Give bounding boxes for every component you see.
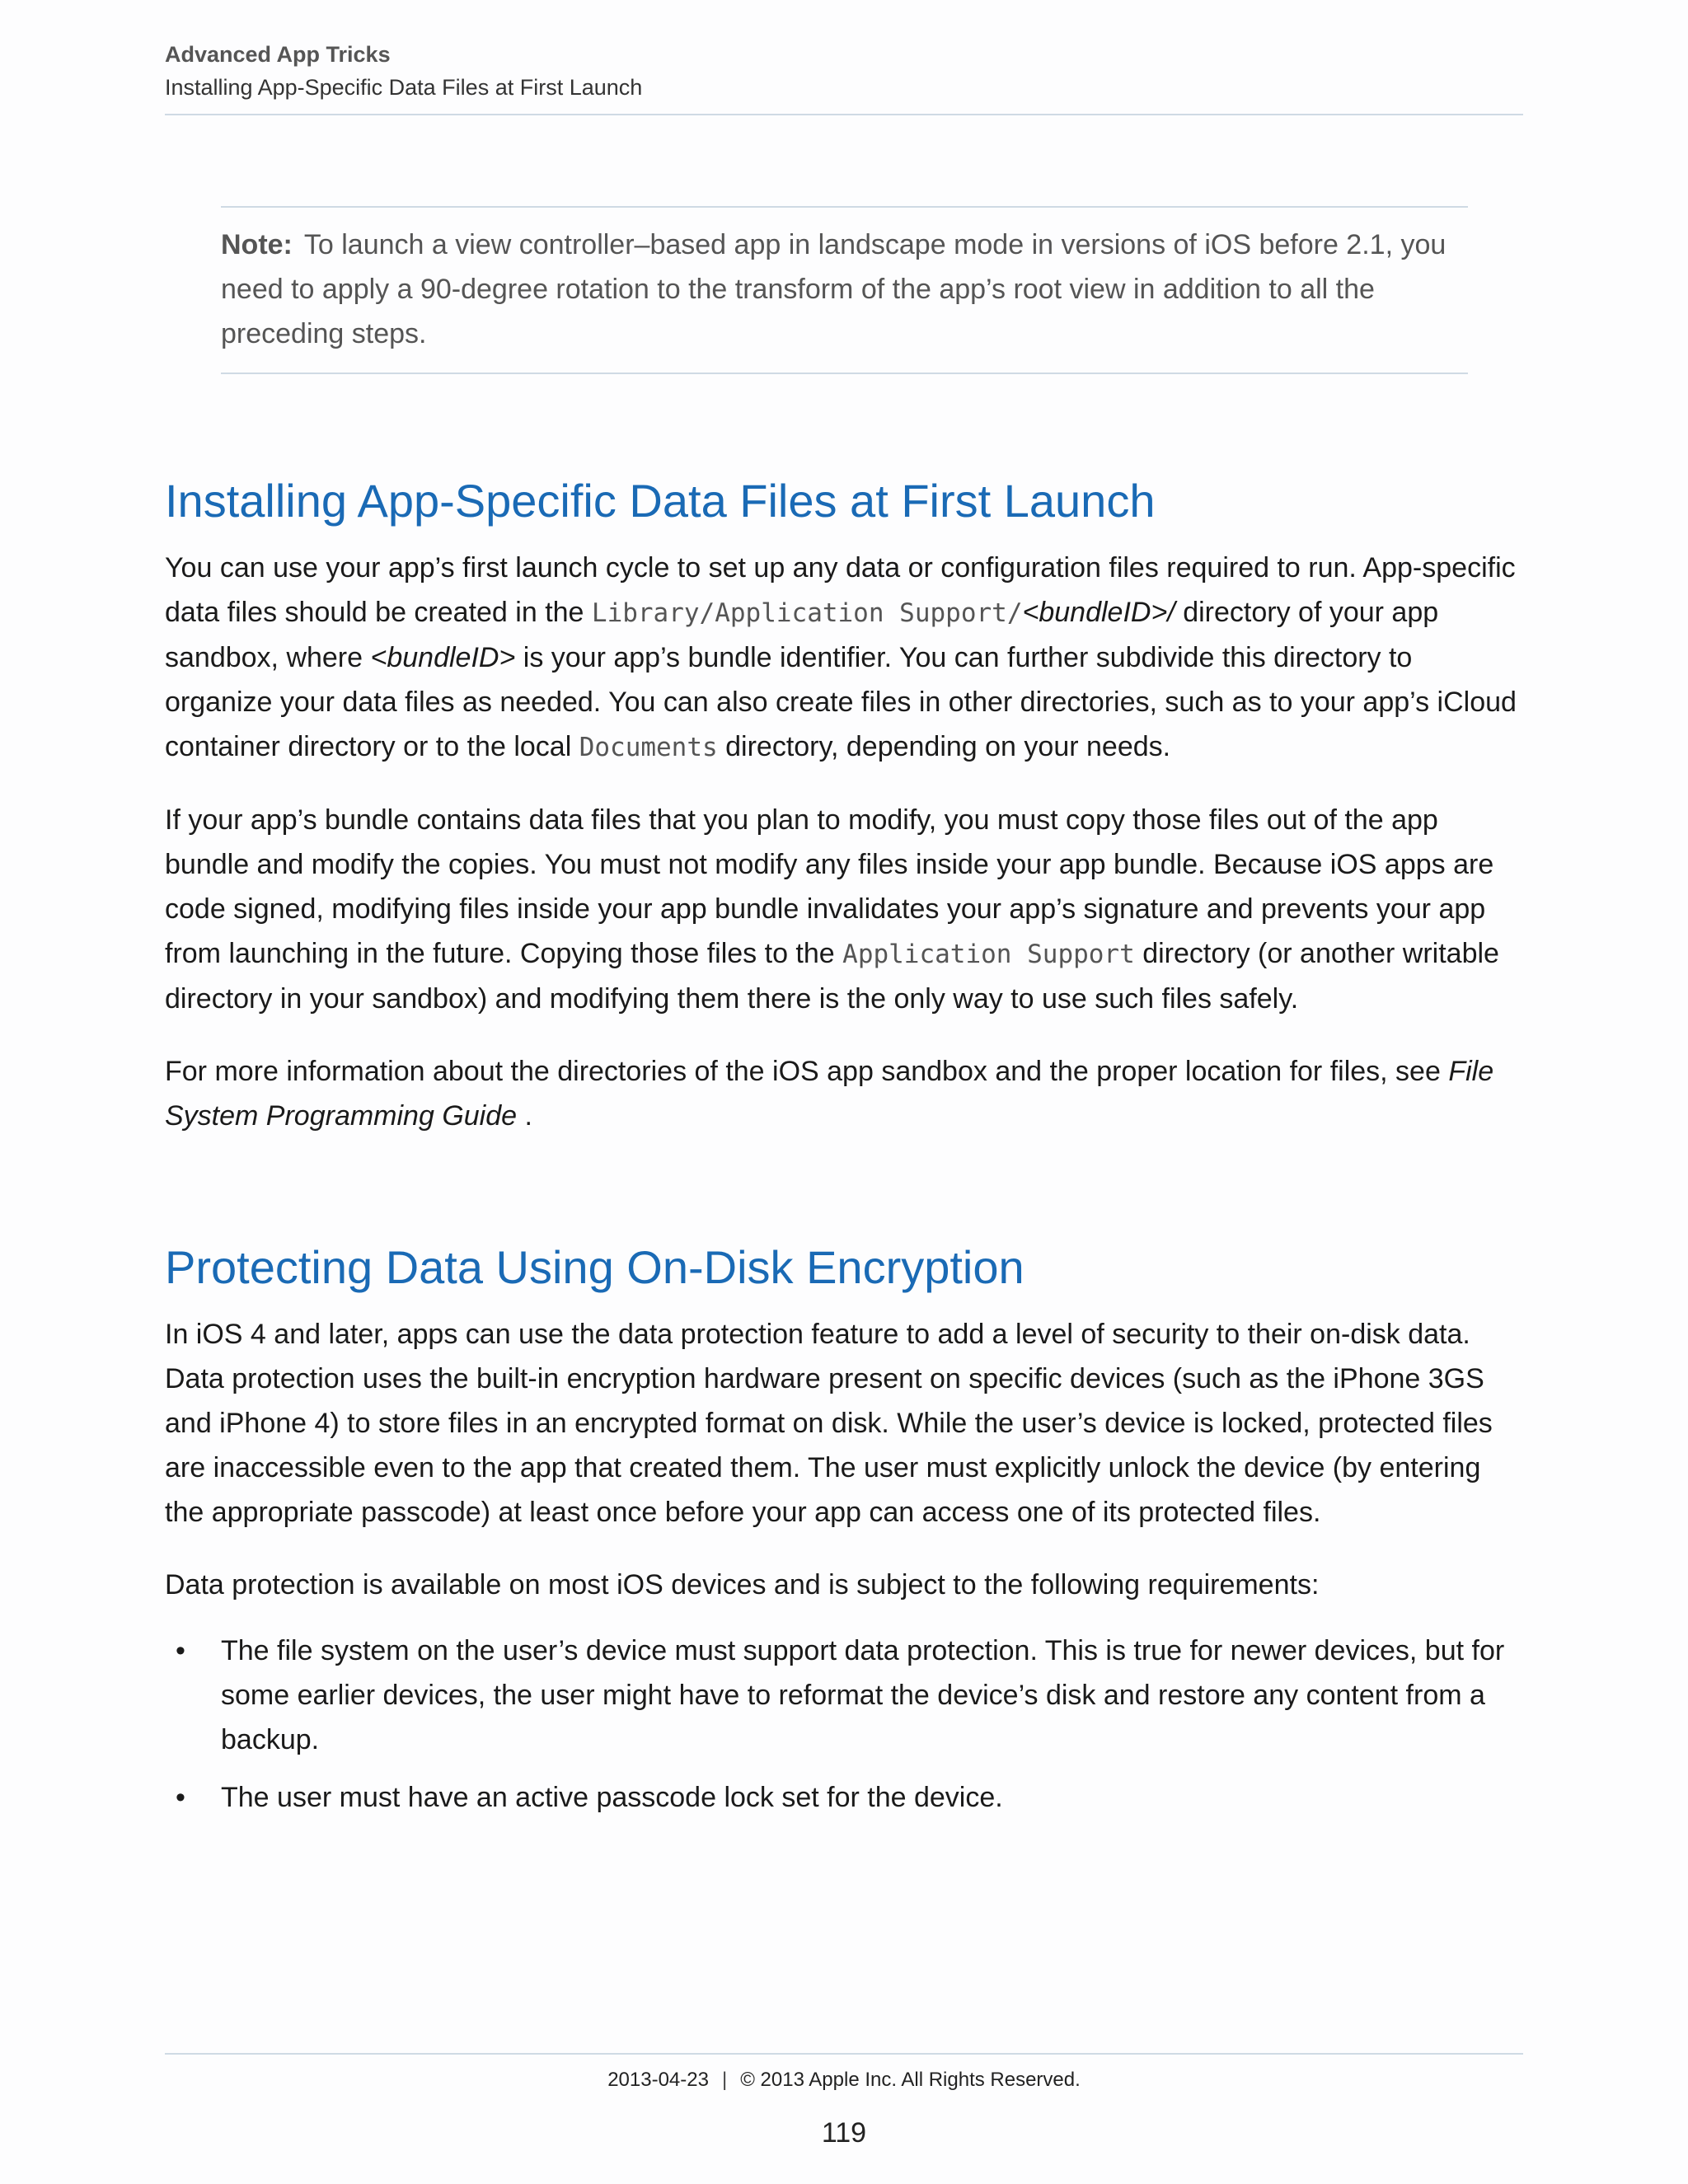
text-run: directory (or another writable directory in your sandbox) and modifying them there is the only way to use such files safely.: [165, 938, 1499, 1015]
note-text: [221, 223, 1468, 356]
text-run: If your app’s bundle contains data files that you plan to modify, you must copy those files out of the app bundle and modify the copies. You must not modify any files inside your app bundle. Because iOS apps are code signed, modifying files inside your app bundle invalidates your app’s signature and prevents your app from launching in the future. Copying those files to the: [165, 804, 1494, 969]
header-chapter-title: Advanced App Tricks: [165, 42, 391, 67]
section-heading-data-files: Installing App-Specific Data Files at First Launch: [165, 475, 1156, 527]
text-run: is your app’s bundle identifier. You can further subdivide this directory to organize your data files as needed. You can also create files in other directories, such as to your app’s iCloud container directory or to the local: [165, 642, 1517, 762]
page-number: 119: [821, 2117, 867, 2149]
section-body-data-files: [165, 546, 1523, 1166]
text-run: For more information about the directories of the iOS app sandbox and the proper location for files, see: [165, 1056, 1449, 1087]
paragraph: [165, 546, 1523, 770]
bullet-icon: •: [176, 1782, 185, 1813]
paragraph: Data protection is available on most iOS devices and is subject to the following requirements:: [165, 1569, 1320, 1601]
footer-divider: [165, 2053, 1523, 2055]
running-header: [165, 38, 1523, 104]
requirements-list: [165, 1629, 1523, 1820]
list-item: [165, 1629, 1523, 1762]
footer-separator: |: [721, 2069, 728, 2091]
list-item: [165, 1775, 1523, 1820]
bundle-id-term: <bundleID>: [370, 642, 516, 673]
paragraph: [165, 798, 1523, 1021]
paragraph: In iOS 4 and later, apps can use the data protection feature to add a level of security to their on-disk data. Data protection uses the built-in encryption hardware present on specific devices (such as the iPhone 3GS and iPhone 4) to store files in an encrypted format on disk. While the user’s device is locked, protected files are inaccessible even to the app that created them. The user must explicitly unlock the device (by entering the appropriate passcode) at least once before your app can access one of its protected files.: [165, 1319, 1493, 1528]
code-path-library: Library/Application Support/: [591, 598, 1023, 628]
paragraph: [165, 1049, 1523, 1138]
note-body: To launch a view controller–based app in landscape mode in versions of iOS before 2.1, you need to apply a 90-degree rotation to the transform of the app’s root view in addition to all the preceding steps.: [221, 229, 1447, 349]
header-section-title: Installing App-Specific Data Files at First Launch: [165, 75, 643, 100]
text-run: You can use your app’s first launch cycle to set up any data or configuration files required to run. App-specific data files should be created in the: [165, 552, 1516, 628]
code-application-support: Application Support: [842, 940, 1135, 969]
bullet-icon: •: [176, 1635, 185, 1666]
section-heading-encryption: Protecting Data Using On-Disk Encryption: [165, 1241, 1025, 1293]
page-footer: [165, 2065, 1523, 2095]
header-divider: [165, 114, 1523, 115]
footer-copyright: © 2013 Apple Inc. All Rights Reserved.: [740, 2069, 1081, 2091]
note-callout: [221, 206, 1468, 374]
code-documents: Documents: [579, 733, 718, 762]
footer-date: 2013-04-23: [607, 2069, 709, 2091]
list-item-text: The user must have an active passcode lock set for the device.: [221, 1782, 1003, 1813]
text-run: directory of your app sandbox, where: [165, 597, 1439, 673]
note-label: Note:: [221, 229, 293, 260]
file-system-guide-link[interactable]: File System Programming Guide: [165, 1056, 1494, 1132]
text-run: directory, depending on your needs.: [717, 731, 1171, 762]
section-body-encryption: [165, 1312, 1523, 1833]
bundle-id-placeholder: <bundleID>/: [1022, 597, 1175, 628]
text-run: .: [517, 1100, 532, 1132]
list-item-text: The file system on the user’s device must support data protection. This is true for newer devices, but for some earlier devices, the user might have to reformat the device’s disk and restore any content from a backup.: [221, 1635, 1505, 1755]
